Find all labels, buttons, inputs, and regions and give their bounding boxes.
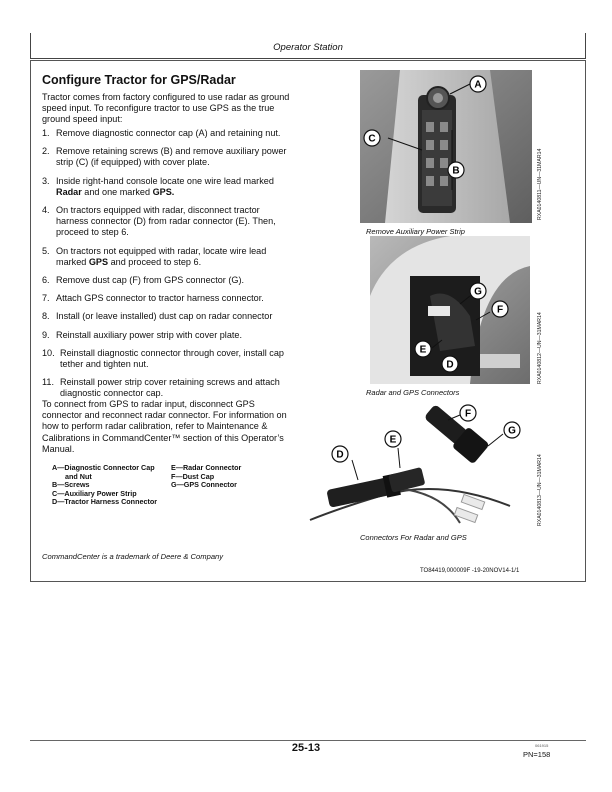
step-item: 8. Install (or leave installed) dust cap on radar connector	[42, 311, 273, 322]
svg-text:G: G	[508, 425, 516, 437]
footer-code: 061915	[535, 743, 549, 748]
figure-code: RXA0140811—UN—31MAR14	[537, 148, 543, 220]
svg-text:G: G	[474, 286, 482, 298]
svg-text:E: E	[389, 434, 397, 446]
svg-text:A: A	[474, 79, 482, 91]
figure-caption: Radar and GPS Connectors	[366, 388, 460, 397]
callout-a	[470, 76, 486, 92]
legend-entry: B—Screws	[52, 480, 90, 490]
legend-entry: A—Diagnostic Connector Cap	[52, 463, 155, 472]
section-title: Operator Station	[273, 42, 343, 53]
page-number: 25-13	[291, 742, 321, 754]
step-item: 4. On tractors equipped with radar, disconnect tractor harness connector (D) from radar connector (E). Then, proceed to step 6.	[42, 205, 276, 238]
callout-e	[385, 431, 401, 447]
step-item: 6. Remove dust cap (F) from GPS connector (G).	[42, 275, 244, 286]
figure-code: RXA0140812—UN—31MAR14	[537, 312, 543, 384]
legend-entry: D—Tractor Harness Connector	[52, 497, 158, 507]
legend-right	[171, 464, 241, 490]
legend-entry: E—Radar Connector	[171, 463, 242, 472]
legend-left	[52, 464, 157, 507]
step-item: 2. Remove retaining screws (B) and remove auxiliary power strip (C) (if equipped) with cover plate.	[42, 146, 287, 168]
legend-entry: and Nut	[65, 471, 92, 481]
step-item: 9. Reinstall auxiliary power strip with cover plate.	[42, 329, 242, 340]
trademark-note: CommandCenter is a trademark of Deere & Company	[42, 552, 224, 561]
footer-rule	[30, 740, 586, 741]
pn-number: PN=158	[523, 750, 551, 759]
figure-caption: Remove Auxiliary Power Strip	[366, 227, 465, 236]
svg-text:E: E	[419, 344, 427, 356]
step-item: 5. On tractors not equipped with radar, locate wire lead marked GPS and proceed to step 6.	[42, 245, 267, 267]
callout-f	[460, 405, 476, 421]
svg-text:F: F	[496, 304, 504, 316]
callout-f	[492, 301, 508, 317]
svg-text:F: F	[464, 408, 472, 420]
callout-b	[448, 162, 464, 178]
callout-g	[470, 283, 486, 299]
photo-connectors-radar-gps	[300, 398, 530, 528]
figure-code: RXA0140813—UN—31MAR14	[537, 454, 543, 526]
photo-power-strip	[360, 70, 532, 223]
step-item: 7. Attach GPS connector to tractor harness connector.	[42, 293, 264, 304]
callout-e	[415, 341, 431, 357]
steps-list	[42, 128, 292, 407]
callout-d	[442, 356, 458, 372]
page-title: Configure Tractor for GPS/Radar	[42, 73, 236, 87]
page-header	[30, 33, 586, 59]
figure-caption: Connectors For Radar and GPS	[360, 533, 467, 542]
step-item: 10. Reinstall diagnostic connector through cover, install cap tether and tighten nut.	[42, 347, 284, 370]
callout-c	[364, 130, 380, 146]
svg-text:D: D	[336, 449, 344, 461]
callout-g	[504, 422, 520, 438]
intro-paragraph: Tractor comes from factory configured to use radar as ground speed input. To reconfigure tractor to use GPS as the true ground speed input:	[42, 92, 290, 125]
step-item: 11. Reinstall power strip cover retaining screws and attach diagnostic connector cap.	[42, 377, 280, 399]
legend-entry: G—GPS Connector	[171, 480, 237, 490]
legend-entry: C—Auxiliary Power Strip	[52, 488, 137, 498]
outro-paragraph: To connect from GPS to radar input, disconnect GPS connector and reconnect radar connector. For information on how to perform radar calibration, refer to Maintenance & Calibrations in CommandCenter™ section of this Operator’s Manual.	[42, 399, 287, 454]
step-item: 3. Inside right-hand console locate one wire lead marked Radar and one marked GPS.	[42, 175, 274, 197]
reference-code: TO84419,000009F -19-20NOV14-1/1	[420, 568, 520, 574]
svg-text:B: B	[452, 165, 460, 177]
legend-entry: F—Dust Cap	[171, 471, 215, 481]
step-item: 1. Remove diagnostic connector cap (A) and retaining nut.	[42, 128, 281, 138]
svg-text:C: C	[368, 133, 376, 145]
svg-text:D: D	[446, 359, 454, 371]
callout-d	[332, 446, 348, 462]
photo-radar-gps-connectors	[370, 236, 530, 384]
